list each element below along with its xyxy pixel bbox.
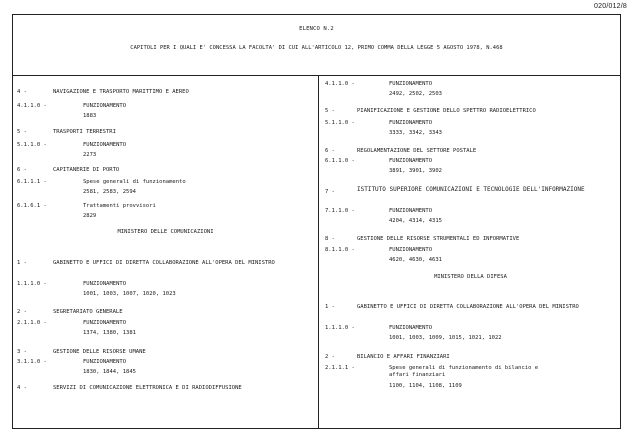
section-code: 5 -: [17, 129, 27, 135]
item-code: 2.1.1.1 -: [325, 365, 355, 371]
section-title: ISTITUTO SUPERIORE COMUNICAZIONI E TECNOLOGIE DELL'INFORMAZIONE: [357, 186, 585, 193]
item-values: 4204, 4314, 4315: [389, 218, 442, 224]
item-label: Spese generali di funzionamento di bilancio e affari finanziari: [389, 365, 539, 378]
item-code: 8.1.1.0 -: [325, 247, 355, 253]
item-label: Spese generali di funzionamento: [83, 179, 186, 185]
section-code: 2 -: [325, 354, 335, 360]
section-title: REGOLAMENTAZIONE DEL SETTORE POSTALE: [357, 148, 477, 154]
section-code: 1 -: [325, 304, 335, 310]
section-code: 6 -: [325, 148, 335, 154]
section-title: GESTIONE DELLE RISORSE UMANE: [53, 349, 146, 355]
item-code: 1.1.1.0 -: [17, 281, 47, 287]
item-code: 6.1.6.1 -: [17, 203, 47, 209]
section-title: BILANCIO E AFFARI FINANZIARI: [357, 354, 450, 360]
item-label: Trattamenti provvisori: [83, 203, 156, 209]
page-number: 020/012/8: [594, 3, 627, 10]
item-label: FUNZIONAMENTO: [389, 158, 433, 164]
item-values: 1001, 1003, 1007, 1020, 1023: [83, 291, 176, 297]
item-code: 2.1.1.0 -: [17, 320, 47, 326]
item-label: FUNZIONAMENTO: [83, 359, 127, 365]
section-title: GESTIONE DELLE RISORSE STRUMENTALI ED INFORMATIVE: [357, 236, 520, 242]
item-label: FUNZIONAMENTO: [83, 320, 127, 326]
item-values: 1374, 1380, 1381: [83, 330, 136, 336]
item-label: FUNZIONAMENTO: [389, 325, 433, 331]
ministry-heading: MINISTERO DELLE COMUNICAZIONI: [117, 229, 214, 235]
item-code: 7.1.1.0 -: [325, 208, 355, 214]
section-title: TRASPORTI TERRESTRI: [53, 129, 116, 135]
item-values: 2829: [83, 213, 97, 219]
document-title: ELENCO N.2: [299, 26, 334, 32]
item-values: 1830, 1844, 1845: [83, 369, 136, 375]
section-title: SERVIZI DI COMUNICAZIONE ELETTRONICA E DI RADIODIFFUSIONE: [53, 385, 242, 391]
item-values: 3333, 3342, 3343: [389, 130, 442, 136]
section-code: 3 -: [17, 349, 27, 355]
document-subtitle: CAPITOLI PER I QUALI E' CONCESSA LA FACOLTA' DI CUI ALL'ARTICOLO 12, PRIMO COMMA DELLA LEGGE 5 AGOSTO 1978, N.468: [130, 45, 503, 51]
item-values: 1100, 1104, 1108, 1109: [389, 383, 462, 389]
section-code: 1 -: [17, 260, 27, 266]
item-code: 1.1.1.0 -: [325, 325, 355, 331]
section-title: CAPITANERIE DI PORTO: [53, 167, 120, 173]
section-title: PIANIFICAZIONE E GESTIONE DELLO SPETTRO RADIOELETTRICO: [357, 108, 536, 114]
item-label: FUNZIONAMENTO: [83, 142, 127, 148]
section-title: GABINETTO E UFFICI DI DIRETTA COLLABORAZIONE ALL'OPERA DEL MINISTRO: [357, 304, 579, 310]
item-values: 2581, 2583, 2594: [83, 189, 136, 195]
item-values: 3891, 3901, 3902: [389, 168, 442, 174]
document-frame: [12, 14, 621, 429]
section-code: 4 -: [17, 385, 27, 391]
item-code: 6.1.1.1 -: [17, 179, 47, 185]
item-label: FUNZIONAMENTO: [83, 281, 127, 287]
ministry-heading: MINISTERO DELLA DIFESA: [434, 274, 507, 280]
item-values: 1883: [83, 113, 97, 119]
section-code: 8 -: [325, 236, 335, 242]
item-label: FUNZIONAMENTO: [389, 208, 433, 214]
item-label: FUNZIONAMENTO: [83, 103, 127, 109]
item-code: 5.1.1.0 -: [17, 142, 47, 148]
section-title: SEGRETARIATO GENERALE: [53, 309, 123, 315]
section-code: 4 -: [17, 89, 27, 95]
section-code: 2 -: [17, 309, 27, 315]
item-code: 6.1.1.0 -: [325, 158, 355, 164]
item-code: 5.1.1.0 -: [325, 120, 355, 126]
item-code: 3.1.1.0 -: [17, 359, 47, 365]
item-label: FUNZIONAMENTO: [389, 247, 433, 253]
section-title: GABINETTO E UFFICI DI DIRETTA COLLABORAZIONE ALL'OPERA DEL MINISTRO: [53, 260, 275, 266]
item-values: 2273: [83, 152, 97, 158]
section-code: 6 -: [17, 167, 27, 173]
item-label: FUNZIONAMENTO: [389, 81, 433, 87]
item-values: 4620, 4630, 4631: [389, 257, 442, 263]
item-code: 4.1.1.0 -: [325, 81, 355, 87]
item-label: FUNZIONAMENTO: [389, 120, 433, 126]
section-title: NAVIGAZIONE E TRASPORTO MARITTIMO E AEREO: [53, 89, 189, 95]
document-header: [13, 15, 620, 76]
section-code: 7 -: [325, 189, 335, 195]
column-divider: [318, 75, 319, 428]
section-code: 5 -: [325, 108, 335, 114]
item-code: 4.1.1.0 -: [17, 103, 47, 109]
item-values: 2492, 2502, 2503: [389, 91, 442, 97]
item-values: 1001, 1003, 1009, 1015, 1021, 1022: [389, 335, 502, 341]
